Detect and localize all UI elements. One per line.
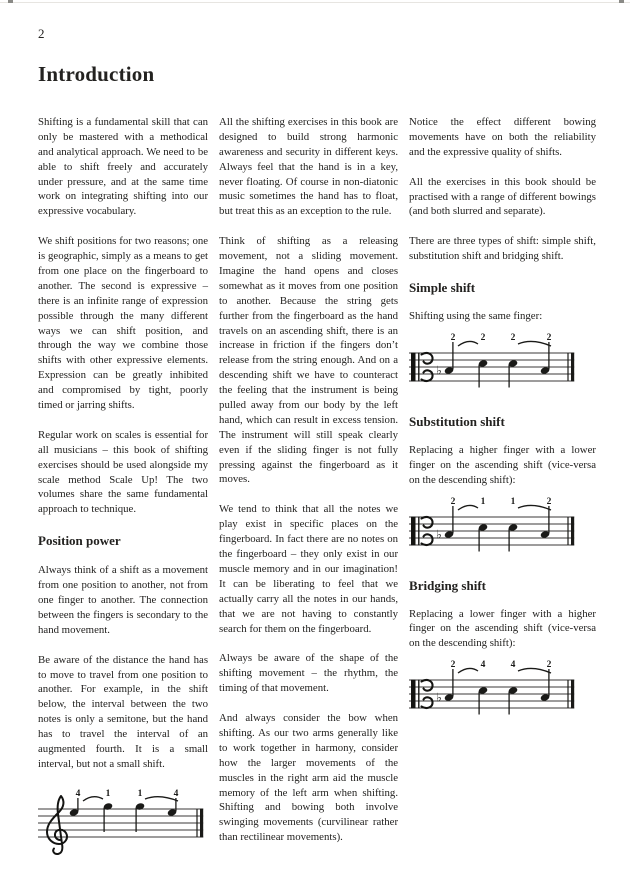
treble-clef-icon xyxy=(47,796,67,854)
caption-simple-shift: Shifting using the same finger: xyxy=(409,310,543,323)
music-example-simple-shift xyxy=(409,331,575,395)
crop-mark xyxy=(8,0,13,3)
paragraph-bowing-effect: Notice the effect different bowing movements have on both the reliability and the expressive quality of shifts. xyxy=(409,116,596,158)
slur xyxy=(458,505,478,510)
music-example-substitution-shift xyxy=(409,495,575,559)
fingering: 4 xyxy=(510,660,516,671)
slur xyxy=(83,796,103,800)
heading-simple-shift: Simple shift xyxy=(409,280,476,296)
fingering: 2 xyxy=(546,496,552,507)
fingering: 2 xyxy=(450,496,456,507)
flat-accidental: ♭ xyxy=(436,363,442,378)
heading-position-power: Position power xyxy=(38,533,121,549)
slur xyxy=(458,341,478,346)
fingering: 1 xyxy=(480,496,486,507)
fingering: 1 xyxy=(105,788,111,799)
fingering: 1 xyxy=(137,788,143,799)
fingering: 4 xyxy=(173,788,179,799)
heading-substitution-shift: Substitution shift xyxy=(409,413,505,429)
fingering: 1 xyxy=(510,496,516,507)
caption-bridging-shift: Replacing a lower finger with a higher finger on the ascending shift (vice-versa on the descending shift): xyxy=(409,607,596,650)
paragraph-three-types: There are three types of shift: simple shift, substitution shift and bridging shift. xyxy=(409,235,596,263)
fingering: 2 xyxy=(450,660,456,671)
heading-bridging-shift: Bridging shift xyxy=(409,577,486,593)
paragraph-releasing: Think of shifting as a releasing movement, not a sliding movement. Imagine the hand opens and closes somewhat as it moves from one position to another. Because the string gets further from the fingerboard as the hand travels on an ascending shift, there is an increase in friction if the fingers don’t release from the string enough. And on a descending shift we have to counteract the feeling that the instrument is being pulled away from our body by the left hand, which can result in excess tension. The instrument will still speak clearly even if the sliding finger is not fully pressing against the fingerboard as it moves. xyxy=(219,235,399,486)
fingering: 2 xyxy=(546,660,552,671)
fingering: 4 xyxy=(480,660,486,671)
text-columns xyxy=(38,115,596,879)
flat-accidental: ♭ xyxy=(436,527,442,542)
staff-lines xyxy=(38,809,203,837)
column-2 xyxy=(219,115,398,860)
music-example-bridging-shift xyxy=(409,658,575,722)
caption-substitution-shift: Replacing a higher finger with a lower finger on the ascending shift (vice-versa on the descending shift): xyxy=(409,443,596,486)
music-example-position-power xyxy=(38,787,204,861)
page-number: 2 xyxy=(38,26,45,41)
paragraph-muscle-memory: We tend to think that all the notes we play exist in specific places on the fingerboard. In fact there are no notes on the fingerboard – they only exist in our muscle memory and in our imagination! It can be liberating to feel that we actually carry all the notes in our hands, that we are not having to constantly search for them on the fingerboard. xyxy=(219,503,399,635)
note-stems xyxy=(78,798,176,832)
page-title: Introduction xyxy=(38,62,155,86)
crop-mark xyxy=(619,0,624,3)
fingering: 2 xyxy=(510,332,516,343)
fingering: 2 xyxy=(546,332,552,343)
flat-accidental: ♭ xyxy=(436,690,442,705)
column-3 xyxy=(409,115,596,740)
paragraph-position-power-2: Be aware of the distance the hand has to move to travel from one position to another. For example, in the shift below, the interval between the two notes is only a semitone, but the hand has to travel the interval of an augmented fourth. It is a small interval, but not a small shift. xyxy=(38,653,209,770)
column-1 xyxy=(38,115,208,879)
fingering: 4 xyxy=(75,788,81,799)
paragraph-bowings: All the exercises in this book should be practised with a range of different bowings (and both slurred and separate). xyxy=(409,175,596,218)
paragraph-keys: All the shifting exercises in this book are designed to build strong harmonic awareness and security in different keys. Always feel that the hand is in a key, never floating. Of course in non-diatonic music sometimes the hand has to float, but treat this as an exception to the rule. xyxy=(219,116,399,218)
paragraph-shape: Always be aware of the shape of the shifting movement – the rhythm, the timing of that movement. xyxy=(219,652,399,695)
fingering: 2 xyxy=(450,332,456,343)
paragraph-intro-3: Regular work on scales is essential for all musicians – this book of shifting exercises should be used alongside my scale method Scale Up! The two volumes share the same fundamental approach to technique. xyxy=(38,428,209,516)
paragraph-intro-1: Shifting is a fundamental skill that can only be mastered with a methodical and analytical approach. We need to be able to shift freely and accurately under pressure, and at the same time work on integrating shifting into our expressive vocabulary. xyxy=(38,116,209,218)
slur xyxy=(458,669,478,674)
paragraph-intro-2: We shift positions for two reasons; one is geographic, simply as a means to get from one place on the fingerboard to another. The second is expressive – there is an infinite range of expression possible through the many different ways we can shift position, and through the way we combine those shifts with other expressive elements. Expression can be greatly inhibited and compromised by tight, poorly timed or jarring shifts. xyxy=(38,235,209,412)
fingering: 2 xyxy=(480,332,486,343)
paragraph-bow: And always consider the bow when shifting. As our two arms generally like to work together in harmony, consider how the larger movements of the muscles in the right arm aid the muscle memory of the left arm when shifting. Shifting and bowing both involve swinging movements (curvilinear rather than rectilinear movements). xyxy=(219,712,399,844)
paragraph-position-power-1: Always think of a shift as a movement from one position to another, not from one finger to another. The connection between the fingers is secondary to the hand movement. xyxy=(38,564,209,636)
page-top-edge xyxy=(0,2,630,3)
